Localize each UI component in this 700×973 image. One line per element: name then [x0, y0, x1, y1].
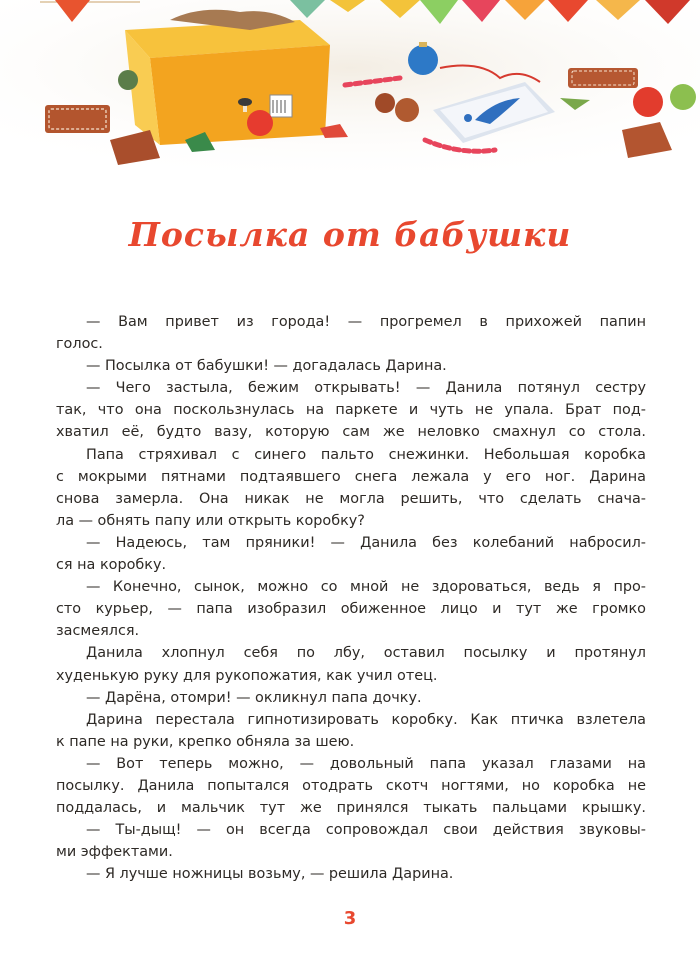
text-line: ся на коробку. — [56, 557, 167, 574]
text-line: — Дарёна, отомри! — окликнул папа дочку. — [86, 689, 422, 706]
text-line: Данила хлопнул себя по лбу, оставил посылку и протянул — [86, 645, 646, 662]
text-line: — Я лучше ножницы возьму, — решила Дарина. — [86, 866, 454, 883]
text-line: голос. — [56, 336, 103, 353]
page-number: 3 — [343, 908, 357, 929]
text-line: — Надеюсь, там пряники! — Данила без колебаний набросил- — [86, 534, 646, 551]
text-line: снова замерла. Она никак не могла решить, что сделать снача- — [56, 490, 646, 507]
text-line: — Чего застыла, бежим открывать! — Данила потянул сестру — [86, 380, 646, 397]
story-text — [56, 311, 646, 885]
header-illustration — [0, 0, 700, 185]
text-line: — Конечно, сынок, можно со мной не здороваться, ведь я про- — [86, 579, 646, 596]
text-line: посылку. Данила попытался отодрать скотч ногтями, но коробка не — [56, 777, 646, 794]
text-line: — Ты-дыщ! — он всегда сопровождал свои действия звуковы- — [86, 822, 646, 839]
text-line: так, что она поскользнулась на паркете и чуть не упала. Брат под- — [56, 402, 646, 419]
text-line: засмеялся. — [56, 623, 140, 640]
text-line: ла — обнять папу или открыть коробку? — [56, 512, 365, 529]
text-line: с мокрыми пятнами подтаявшего снега лежала у его ног. Дарина — [56, 468, 646, 485]
text-line: — Посылка от бабушки! — догадалась Дарина. — [86, 358, 447, 375]
text-line: ми эффектами. — [56, 844, 173, 861]
text-line: — Вот теперь можно, — довольный папа указал глазами на — [86, 755, 646, 772]
text-line: сто курьер, — папа изобразил обиженное лицо и тут же громко — [56, 601, 646, 618]
text-line: к папе на руки, крепко обняла за шею. — [56, 733, 355, 750]
text-line: худенькую руку для рукопожатия, как учил отец. — [56, 667, 438, 684]
text-line: поддалась, и мальчик тут же принялся тыкать пальцами крышку. — [56, 800, 646, 817]
chapter-title: Посылка от бабушки — [128, 215, 572, 254]
text-line: Дарина перестала гипнотизировать коробку. Как птичка взлетела — [86, 711, 646, 728]
text-line: хватил её, будто вазу, которую сам же неловко смахнул со стола. — [56, 424, 646, 441]
text-line: Папа стряхивал с синего пальто снежинки. Небольшая коробка — [86, 446, 646, 463]
parcel-box — [125, 10, 330, 145]
text-line: — Вам привет из города! — прогремел в прихожей папин — [86, 314, 646, 330]
